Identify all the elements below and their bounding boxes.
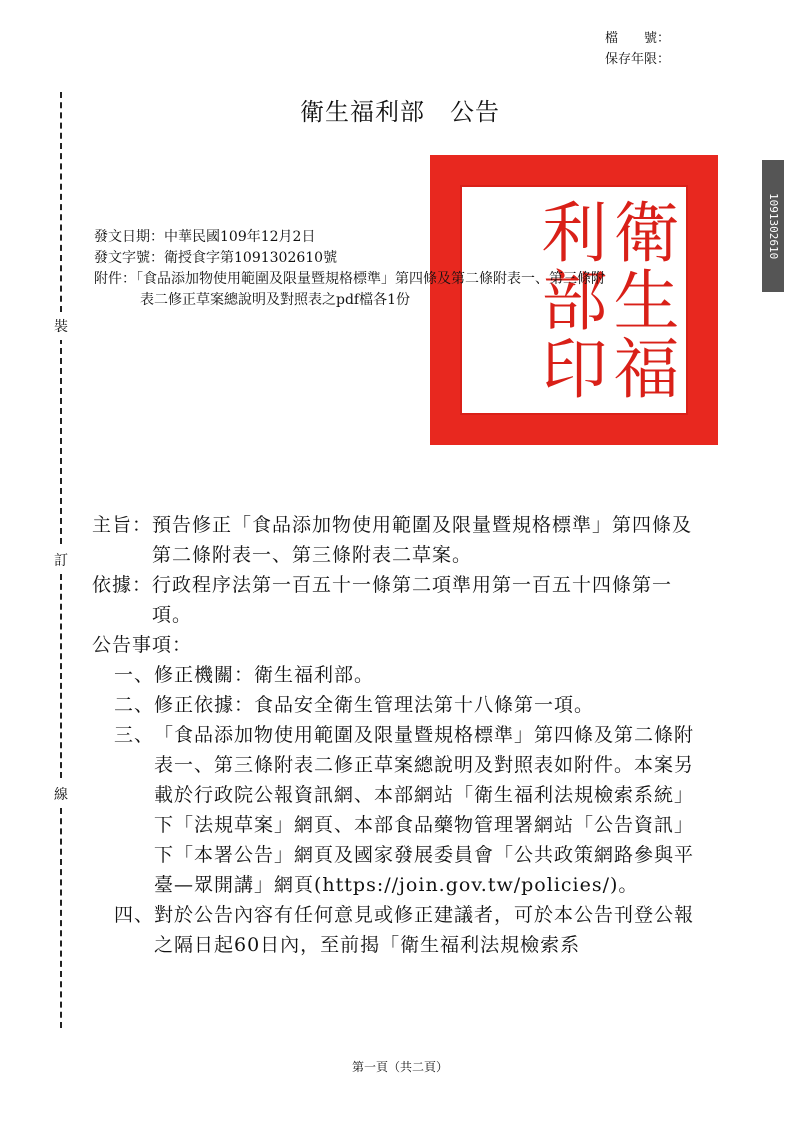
archive-stamp: 1091302610 [762, 160, 784, 292]
notice-items-title: 公告事項： [92, 634, 193, 656]
notice-item [92, 900, 702, 960]
attachment-line: 附件：「食品添加物使用範圍及限量暨規格標準」第四條及第二條附表一、第三條附 [94, 271, 605, 287]
binding-mark-zhuang: 裝 [50, 312, 72, 340]
binding-line [60, 574, 62, 778]
item-text: 修正機關：衛生福利部。 [154, 664, 375, 686]
notice-item [92, 720, 702, 900]
notice-body [92, 510, 702, 960]
issue-date: 發文日期：中華民國109年12月2日 [94, 229, 316, 245]
basis-label: 依據： [92, 574, 153, 596]
item-number: 三、 [113, 724, 154, 746]
page-title: 衛生福利部 公告 [300, 98, 500, 126]
file-info [605, 28, 670, 70]
basis-section [92, 570, 702, 630]
purpose-text: 預告修正「食品添加物使用範圍及限量暨規格標準」第四條及第二條附表一、第三條附表二草案。 [152, 514, 693, 566]
item-number: 四、 [113, 904, 154, 926]
item-text: 對於公告內容有任何意見或修正建議者，可於本公告刊登公報之隔日起60日內，至前揭「衛生福利法規檢索系 [154, 904, 695, 956]
item-text: 修正依據：食品安全衛生管理法第十八條第一項。 [154, 694, 595, 716]
binding-line [60, 808, 62, 1028]
page-number: 第一頁（共二頁） [351, 1060, 448, 1074]
doc-number-label: 檔 號： [604, 31, 670, 46]
document-meta [94, 227, 605, 311]
notice-item [92, 660, 702, 690]
purpose-section [92, 510, 702, 570]
seal-text: 衛生福利部印 [530, 198, 679, 402]
notice-item [92, 690, 702, 720]
issue-number: 發文字號：衛授食字第1091302610號 [94, 250, 338, 266]
retention-label: 保存年限： [604, 52, 670, 67]
item-text: 「食品添加物使用範圍及限量暨規格標準」第四條及第二條附表一、第三條附表二修正草案總說明及對照表如附件。本案另載於行政院公報資訊網、本部網站「衛生福利法規檢索系統」下「法規草案」網頁、本部食品藥物管理署網站「公告資訊」下「本署公告」網頁及國家發展委員會「公共政策網路參與平臺—眾開講」網頁(https://join.gov.tw/policies/)。 [154, 724, 695, 896]
basis-text: 行政程序法第一百五十一條第二項準用第一百五十四條第一項。 [152, 574, 673, 626]
attachment-line: 表二修正草案總說明及對照表之pdf檔各1份 [140, 292, 411, 308]
binding-mark-ding: 訂 [50, 546, 72, 574]
item-number: 二、 [113, 694, 154, 716]
item-number: 一、 [113, 664, 154, 686]
purpose-label: 主旨： [92, 514, 153, 536]
binding-mark-xian: 線 [50, 780, 72, 808]
binding-line [60, 338, 62, 544]
